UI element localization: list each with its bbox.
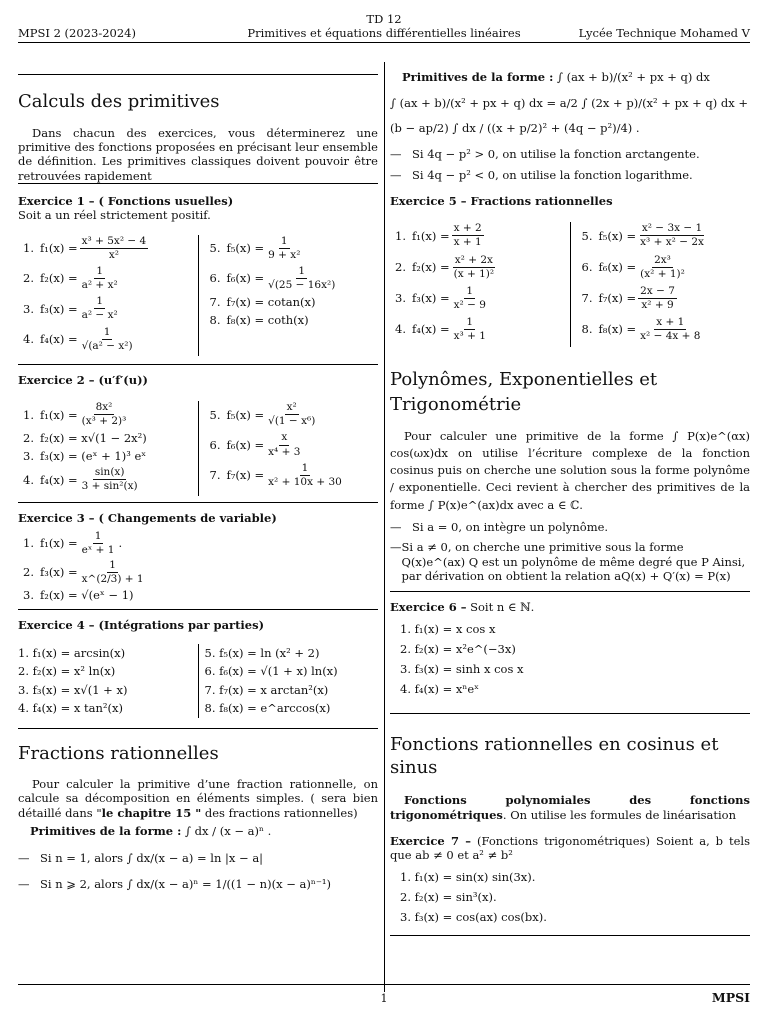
- primitives-form-label: Primitives de la forme :: [402, 70, 554, 84]
- list-item: 4. f₄(x) = x tan²(x): [18, 701, 123, 716]
- fractions-intro-text: Pour calculer la primitive d’une fraction rationnelle, on calcule sa décomposition en éléments simples. ( sera bien détaillé dans ": [18, 777, 378, 820]
- list-item: [205, 265, 379, 292]
- fraction: [638, 222, 706, 249]
- exercise-4: [18, 618, 378, 718]
- exercise-subtitle: Soit a un réel strictement positif.: [18, 208, 211, 223]
- item-lhs: f₄(x) =: [40, 472, 78, 487]
- list-item: [18, 265, 192, 292]
- item-number: 5.: [209, 407, 221, 422]
- item-number: 2.: [23, 431, 34, 446]
- list-item: [18, 431, 192, 445]
- item-number: 8.: [581, 322, 593, 337]
- divider: [390, 591, 750, 592]
- footer-right: MPSI: [711, 990, 750, 1005]
- list-item: [18, 326, 192, 353]
- list-item: 2. f₂(x) = x²e^(−3x): [400, 641, 516, 656]
- fraction: [452, 222, 484, 249]
- item-number: 7.: [209, 468, 221, 483]
- fraction-denominator: 9 + x²: [268, 248, 301, 261]
- fraction-numerator: x³ + 5x² − 4: [80, 235, 149, 249]
- item-lhs: f₆(x) =: [226, 437, 265, 452]
- rule-text: Si 4q − p² > 0, on utilise la fonction arctangente.: [412, 147, 700, 162]
- item-lhs: f₅(x) =: [226, 241, 265, 256]
- case-text: Si n ⩾ 2, alors ∫ dx/(x − a)ⁿ = 1/((1 − n)(x − a)ⁿ⁻¹): [40, 876, 331, 891]
- item-lhs: f₃(x) =: [40, 565, 78, 580]
- fraction-numerator: 1: [464, 316, 475, 330]
- fraction-denominator: x² + 10x + 30: [268, 475, 342, 488]
- list-item: 3. f₃(x) = x√(1 + x): [18, 682, 128, 697]
- fraction-numerator: x: [279, 431, 289, 445]
- list-item: 1. f₁(x) = sin(x) sin(3x).: [400, 869, 536, 884]
- fraction: [80, 401, 129, 428]
- fraction: [266, 265, 337, 292]
- left-column: [18, 62, 378, 891]
- chapter-ref: le chapitre 15 ": [101, 805, 202, 820]
- fraction: [80, 295, 120, 322]
- right-column: [390, 62, 750, 936]
- list-item: [390, 222, 564, 249]
- item-number: 2.: [395, 259, 406, 274]
- item-number: 1.: [23, 536, 34, 551]
- exercise-list-left: [390, 222, 564, 347]
- item-lhs: f₁(x) =: [412, 228, 450, 243]
- rule-item: — Si 4q − p² < 0, on utilise la fonction logarithme.: [390, 167, 693, 182]
- fraction: [80, 235, 149, 262]
- list-item: [205, 462, 379, 489]
- exercise-6: [390, 600, 750, 699]
- primitives-form: [18, 824, 378, 838]
- fp-paragraph: [390, 793, 750, 822]
- fraction-numerator: x + 1: [654, 316, 686, 330]
- fraction-numerator: 2x − 7: [638, 285, 677, 299]
- fraction-denominator: x^(2/3) + 1: [81, 573, 144, 586]
- fraction-denominator: x⁴ + 3: [268, 445, 301, 458]
- divider: [390, 935, 750, 936]
- exercise-subtitle: (Fonctions trigonométriques) Soient a, b tels que ab ≠ 0 et a² ≠ b²: [390, 834, 750, 863]
- rule-item: — Si a = 0, on intègre un polynôme.: [390, 519, 609, 534]
- exercise-label: Exercice 4 – (Intégrations par parties): [18, 617, 265, 632]
- item-number: 2.: [23, 271, 34, 286]
- list-item: 8. f₈(x) = e^arccos(x): [204, 701, 331, 716]
- item-number: 1.: [23, 407, 34, 422]
- fraction-numerator: 1: [102, 326, 113, 340]
- item-lhs: f₆(x) =: [226, 271, 265, 286]
- list-item: [205, 401, 379, 428]
- fraction-denominator: x³ + 1: [453, 330, 486, 343]
- fraction-denominator: (x² + 1)²: [640, 267, 685, 280]
- fraction: [266, 462, 344, 489]
- list-item: [390, 285, 564, 312]
- list-item: 2. f₂(x) = sin³(x).: [400, 889, 497, 904]
- exercise-list-right: [577, 222, 751, 347]
- fraction: [80, 466, 140, 493]
- item-lhs: f₂(x) = x√(1 − 2x²): [40, 431, 147, 446]
- item-lhs: f₅(x) =: [598, 228, 637, 243]
- list-item: [18, 295, 192, 322]
- exercise-7: [390, 834, 750, 927]
- fraction-numerator: 1: [300, 462, 311, 476]
- exercise-label: Exercice 3 – ( Changements de variable): [18, 511, 277, 526]
- header-title: TD 12: [366, 12, 402, 26]
- section-title: Fonctions rationnelles en cosinus et sinus: [390, 734, 719, 778]
- list-item: [390, 254, 564, 281]
- column-divider: [198, 644, 199, 718]
- exercise-list-right: [205, 401, 379, 496]
- item-lhs: f₁(x) =: [40, 241, 78, 256]
- list-item: 4. f₄(x) = xⁿeˣ: [400, 682, 480, 697]
- list-item: [577, 285, 751, 312]
- exercise-list-left: [18, 235, 192, 356]
- fraction-denominator: x² − 9: [453, 298, 486, 311]
- exercise-label: Exercice 5 – Fractions rationnelles: [390, 193, 613, 208]
- item-number: 1.: [23, 241, 34, 256]
- list-item: [205, 235, 379, 262]
- primitives-form-2: [390, 70, 750, 84]
- fraction-numerator: 1: [279, 235, 290, 249]
- primitives-form-label: Primitives de la forme :: [30, 824, 182, 839]
- fraction: [266, 235, 302, 262]
- column-divider: [198, 235, 199, 356]
- item-number: 3.: [395, 291, 406, 306]
- list-item: [18, 449, 192, 463]
- item-number: 6.: [581, 259, 593, 274]
- section-title: Fractions rationnelles: [18, 742, 219, 764]
- formula-line: ∫ (ax + b)/(x² + px + q) dx = a/2 ∫ (2x + p)/(x² + px + q) dx +: [390, 96, 749, 111]
- exercise-label: Exercice 7 –: [390, 834, 472, 848]
- case-text: Si n = 1, alors ∫ dx/(x − a) = ln |x − a|: [40, 850, 264, 865]
- list-item: [18, 401, 192, 428]
- item-number: 3.: [23, 448, 34, 463]
- exercise-list: [18, 530, 378, 603]
- item-lhs: f₃(x) =: [412, 291, 450, 306]
- fraction: [452, 285, 488, 312]
- fraction-denominator: x²: [108, 248, 119, 261]
- list-item: [18, 559, 378, 586]
- fraction-denominator: x³ + x² − 2x: [640, 236, 704, 249]
- fraction-numerator: 1: [93, 530, 104, 544]
- fraction-numerator: x²: [285, 401, 299, 415]
- column-divider: [198, 401, 199, 496]
- divider: [18, 74, 378, 75]
- rule-text: Si a = 0, on intègre un polynôme.: [412, 519, 609, 534]
- item-number: 6.: [209, 271, 221, 286]
- fraction-numerator: x² + 2x: [453, 254, 495, 268]
- fraction: [638, 254, 687, 281]
- exercise-label: Exercice 1 – ( Fonctions usuelles): [18, 194, 234, 208]
- section-title: Calculs des primitives: [18, 91, 220, 112]
- header-left: MPSI 2 (2023-2024): [18, 26, 136, 40]
- fraction: [638, 316, 702, 343]
- item-number: 5.: [581, 228, 593, 243]
- item-lhs: f₈(x) = coth(x): [226, 312, 309, 327]
- item-lhs: f₂(x) =: [412, 259, 450, 274]
- fraction-numerator: 1: [107, 559, 118, 573]
- fraction: [80, 530, 117, 557]
- intro-paragraph: Dans chacun des exercices, vous déterminerez une primitive des fonctions proposées en précisant leur ensemble de définition. Les primitives classiques doivent pouvoir être retrouvées rapidement: [18, 125, 378, 183]
- fraction-denominator: 3 + sin²(x): [81, 480, 138, 493]
- item-number: 4.: [23, 472, 34, 487]
- exercise-list-left: [18, 401, 192, 496]
- exercise-list: [390, 619, 750, 700]
- list-item: [18, 530, 378, 557]
- exercise-3: [18, 511, 378, 602]
- list-item: 1. f₁(x) = arcsin(x): [18, 646, 126, 660]
- exercise-subtitle: Soit n ∈ ℕ.: [470, 600, 535, 615]
- fraction-denominator: (x³ + 2)³: [81, 415, 127, 428]
- item-tail: .: [118, 536, 123, 551]
- fraction-denominator: a² + x²: [81, 279, 118, 292]
- list-item: [18, 466, 192, 493]
- footer-rule: [18, 984, 750, 985]
- column-divider: [570, 222, 571, 347]
- item-lhs: f₄(x) =: [412, 322, 450, 337]
- item-lhs: f₂(x) = √(eˣ − 1): [40, 588, 134, 603]
- item-lhs: f₇(x) =: [226, 468, 265, 483]
- list-item: [577, 222, 751, 249]
- fraction-numerator: 2x³: [652, 254, 673, 268]
- exercise-list-left: [18, 644, 192, 718]
- fraction-numerator: x + 2: [452, 222, 484, 236]
- list-item: 6. f₆(x) = √(1 + x) ln(x): [204, 664, 338, 679]
- exercise-5: [390, 194, 750, 347]
- list-item: [205, 295, 379, 309]
- item-number: 8.: [209, 312, 221, 327]
- fraction: [452, 316, 488, 343]
- item-lhs: f₁(x) =: [40, 407, 78, 422]
- fraction-numerator: sin(x): [93, 466, 127, 480]
- pet-intro: Pour calculer une primitive de la forme ∫ P(x)e^(αx) cos(ωx)dx on utilise l’écriture complexe de la fonction cosinus puis on cherche une solution sous la forme polynôme / exponentielle. Ceci revient à chercher des primitives de la forme ∫ P(x)e^(ax)dx avec a ∈ ℂ.: [390, 428, 750, 512]
- primitives-form-integral: ∫ (ax + b)/(x² + px + q) dx: [557, 70, 710, 84]
- list-item: [577, 254, 751, 281]
- divider: [18, 728, 378, 729]
- fraction: [80, 559, 146, 586]
- list-item: [18, 588, 378, 602]
- list-item: 3. f₃(x) = sinh x cos x: [400, 662, 524, 676]
- item-number: 2.: [23, 565, 34, 580]
- item-number: 6.: [209, 437, 221, 452]
- item-lhs: f₆(x) =: [598, 259, 637, 274]
- divider: [18, 364, 378, 365]
- fraction-denominator: √(1 − x⁶): [268, 415, 316, 428]
- divider: [18, 183, 378, 184]
- fraction: [80, 326, 135, 353]
- fp-bold: Fonctions polynomiales des fonctions trigonométriques: [390, 793, 750, 822]
- fraction-numerator: x² − 3x − 1: [640, 222, 704, 236]
- list-item: 5. f₅(x) = ln (x² + 2): [204, 646, 320, 660]
- item-number: 4.: [23, 331, 34, 346]
- list-item: [577, 316, 751, 343]
- item-lhs: f₇(x) = cotan(x): [226, 295, 316, 310]
- list-item: 1. f₁(x) = x cos x: [400, 621, 496, 636]
- page-header: [18, 8, 750, 42]
- item-lhs: f₁(x) =: [40, 536, 78, 551]
- item-lhs: f₃(x) = (eˣ + 1)³ eˣ: [40, 448, 147, 463]
- list-item: 2. f₂(x) = x² ln(x): [18, 664, 116, 679]
- fraction-denominator: √(25 − 16x²): [268, 279, 336, 292]
- fraction-numerator: 1: [94, 295, 105, 309]
- page-number: 1: [380, 992, 388, 1005]
- item-lhs: f₇(x) =: [598, 291, 637, 306]
- primitives-form-integral: ∫ dx / (x − a)ⁿ .: [185, 824, 272, 839]
- divider: [18, 609, 378, 610]
- fraction-numerator: 1: [94, 265, 105, 279]
- item-lhs: f₅(x) =: [226, 407, 265, 422]
- rule-item: — Si 4q − p² > 0, on utilise la fonction arctangente.: [390, 147, 700, 162]
- formula-line: (b − ap/2) ∫ dx / ((x + p/2)² + (4q − p²)/4) .: [390, 120, 640, 135]
- exercise-1: [18, 194, 378, 356]
- exercise-2: [18, 373, 378, 497]
- header-right: Lycée Technique Mohamed V: [578, 26, 750, 40]
- item-number: 3.: [23, 588, 34, 603]
- fraction: [80, 265, 120, 292]
- fraction-denominator: √(a² − x²): [81, 339, 133, 352]
- column-separator: [384, 62, 385, 992]
- fraction-denominator: x + 1: [453, 236, 482, 249]
- item-number: 7.: [581, 291, 593, 306]
- case-item: — Si n ⩾ 2, alors ∫ dx/(x − a)ⁿ = 1/((1 − n)(x − a)ⁿ⁻¹): [18, 876, 331, 891]
- divider: [390, 713, 750, 714]
- fraction-denominator: (x + 1)²: [453, 267, 495, 280]
- item-lhs: f₈(x) =: [598, 322, 637, 337]
- exercise-list-right: [205, 235, 379, 356]
- case-item: — Si n = 1, alors ∫ dx/(x − a) = ln |x − a|: [18, 850, 264, 865]
- header-subtitle: Primitives et équations différentielles linéaires: [247, 26, 521, 41]
- fp-rest: . On utilise les formules de linéarisation: [502, 807, 737, 822]
- rule-text: Si 4q − p² < 0, on utilise la fonction logarithme.: [412, 167, 693, 182]
- item-number: 1.: [395, 228, 406, 243]
- list-item: [205, 431, 379, 458]
- fraction-denominator: eˣ + 1: [81, 543, 115, 556]
- fraction-denominator: x² − 4x + 8: [640, 330, 701, 343]
- fraction: [452, 254, 496, 281]
- section-title: Polynômes, Exponentielles et Trigonométrie: [390, 369, 658, 416]
- fraction: [266, 431, 302, 458]
- item-number: 4.: [395, 322, 406, 337]
- rule-text: Si a ≠ 0, on cherche une primitive sous la forme Q(x)e^(ax) Q est un polynôme de même degré que P Ainsi, par dérivation on obtient la relation aQ(x) + Q′(x) = P(x): [401, 540, 746, 583]
- item-number: 3.: [23, 301, 34, 316]
- item-lhs: f₄(x) =: [40, 331, 78, 346]
- list-item: [390, 316, 564, 343]
- header-rule: [18, 42, 750, 43]
- fractions-intro-end: des fractions rationnelles): [201, 805, 358, 820]
- fractions-intro: [18, 777, 378, 820]
- list-item: [18, 235, 192, 262]
- fraction-numerator: 1: [464, 285, 475, 299]
- exercise-label: Exercice 6 –: [390, 600, 467, 615]
- list-item: [205, 313, 379, 327]
- exercise-label: Exercice 2 – (u′f′(u)): [18, 372, 148, 387]
- fraction-numerator: 1: [296, 265, 307, 279]
- fraction: [266, 401, 317, 428]
- list-item: 3. f₃(x) = cos(ax) cos(bx).: [400, 910, 547, 924]
- rule-item: — Si a ≠ 0, on cherche une primitive sous la forme Q(x)e^(ax) Q est un polynôme de même degré que P Ainsi, par dérivation on obtient la relation aQ(x) + Q′(x) = P(x): [390, 540, 750, 583]
- fraction-denominator: x² + 9: [641, 298, 674, 311]
- item-number: 5.: [209, 241, 221, 256]
- fraction: [638, 285, 677, 312]
- divider: [18, 502, 378, 503]
- fraction-numerator: 8x²: [94, 401, 115, 415]
- item-lhs: f₃(x) =: [40, 301, 78, 316]
- item-lhs: f₂(x) =: [40, 271, 78, 286]
- list-item: 7. f₇(x) = x arctan²(x): [204, 682, 329, 697]
- item-number: 7.: [209, 295, 221, 310]
- page-footer: [18, 984, 750, 1005]
- exercise-list-right: [205, 644, 379, 718]
- exercise-list: [390, 867, 750, 927]
- fraction-denominator: a² − x²: [81, 309, 118, 322]
